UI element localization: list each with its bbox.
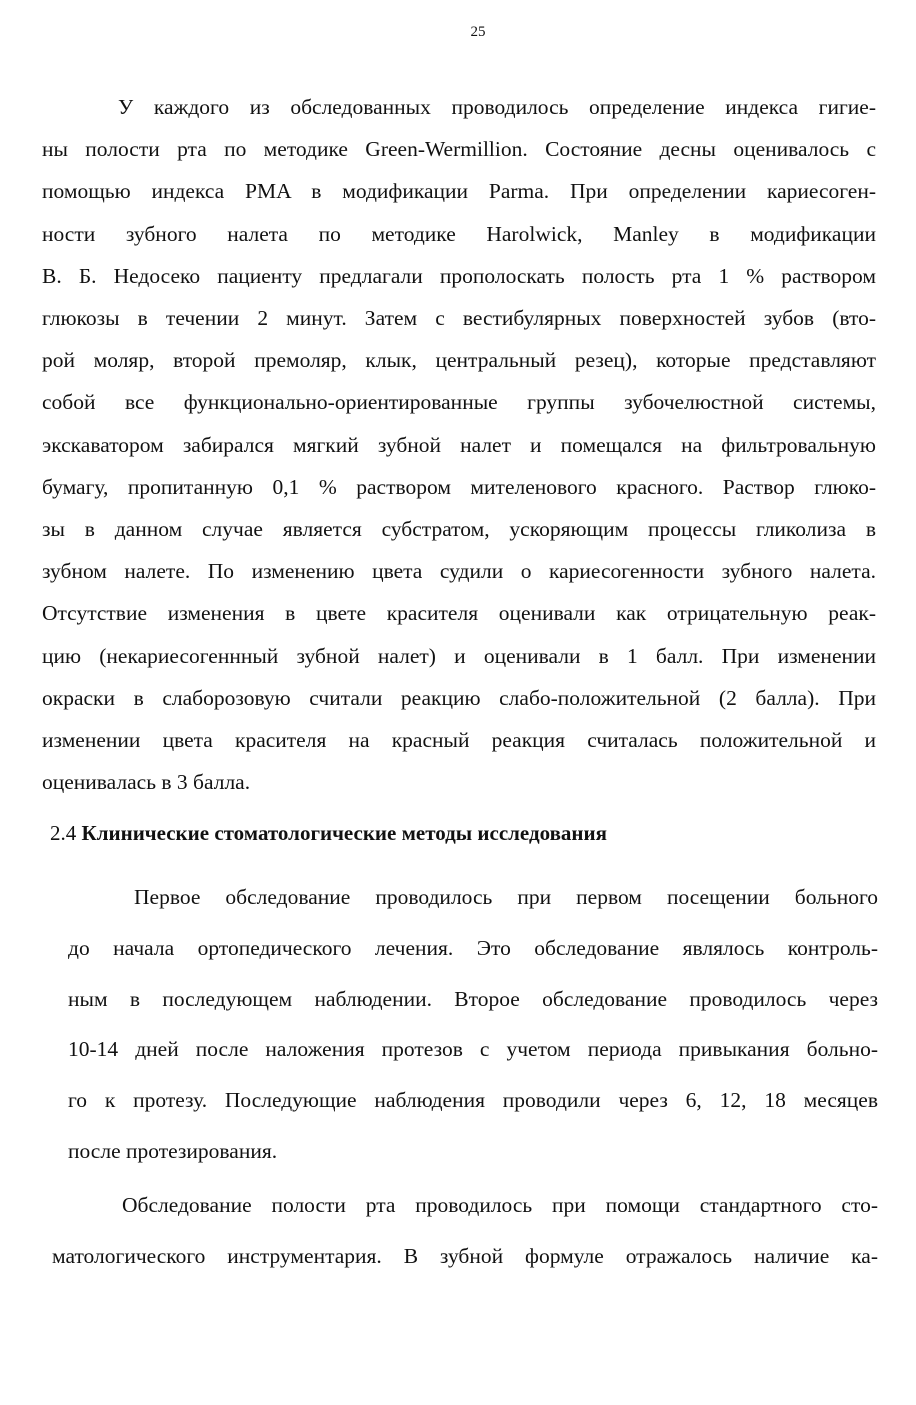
text-line: зы в данном случае является субстратом, ускоряющим процессы гликолиза в: [42, 517, 876, 542]
text-line: Отсутствие изменения в цвете красителя оценивали как отрицательную реак-: [42, 601, 876, 626]
text-line: окраски в слаборозовую считали реакцию слабо-положительной (2 балла). При: [42, 685, 876, 710]
text-line: глюкозы в течении 2 минут. Затем с вестибулярных поверхностей зубов (вто-: [42, 306, 876, 331]
text-line: го к протезу. Последующие наблюдения проводили через 6, 12, 18 месяцев: [68, 1088, 878, 1113]
text-line: Первое обследование проводилось при первом посещении больного: [134, 885, 878, 909]
text-line: ности зубного налета по методике Harolwick, Manley в модификации: [42, 221, 876, 246]
text-line: ным в последующем наблюдении. Второе обследование проводилось через: [68, 986, 878, 1011]
text-line: помощью индекса PMA в модификации Parma. При определении кариесоген-: [42, 179, 876, 204]
paragraph-hygiene-index: [42, 86, 876, 803]
text-line: У каждого из обследованных проводилось определение индекса гигие-: [118, 95, 876, 119]
section-number: 2.4: [50, 821, 77, 845]
text-line: 10-14 дней после наложения протезов с учетом периода привыкания больно-: [68, 1037, 878, 1062]
text-line: изменении цвета красителя на красный реакция считалась положительной и: [42, 728, 876, 753]
paragraph-oral-examination: [52, 1180, 878, 1282]
text-line: экскаватором забирался мягкий зубной налет и помещался на фильтровальную: [42, 432, 876, 457]
text-line: после протезирования.: [68, 1138, 278, 1163]
text-line: Обследование полости рта проводилось при помощи стандартного сто-: [122, 1193, 878, 1217]
page-number: 25: [470, 24, 486, 40]
text-line: собой все функционально-ориентированные группы зубочелюстной системы,: [42, 390, 876, 415]
text-line: В. Б. Недосеко пациенту предлагали прополоскать полость рта 1 % раствором: [42, 263, 876, 288]
section-heading: [50, 816, 607, 850]
text-line: ны полости рта по методике Green-Wermillion. Состояние десны оценивалось с: [42, 137, 876, 162]
text-line: бумагу, пропитанную 0,1 % раствором мителенового красного. Раствор глюко-: [42, 474, 876, 499]
section-title: Клинические стоматологические методы исследования: [81, 821, 607, 845]
text-line: зубном налете. По изменению цвета судили о кариесогенности зубного налета.: [42, 559, 876, 584]
text-line: матологического инструментария. В зубной формуле отражалось наличие ка-: [52, 1243, 878, 1268]
text-line: до начала ортопедического лечения. Это обследование являлось контроль-: [68, 935, 878, 960]
text-line: цию (некариесогеннный зубной налет) и оценивали в 1 балл. При изменении: [42, 643, 876, 668]
paragraph-examination-schedule: [68, 872, 878, 1177]
text-line: оценивалась в 3 балла.: [42, 770, 251, 795]
text-line: рой моляр, второй премоляр, клык, центральный резец), которые представляют: [42, 348, 876, 373]
